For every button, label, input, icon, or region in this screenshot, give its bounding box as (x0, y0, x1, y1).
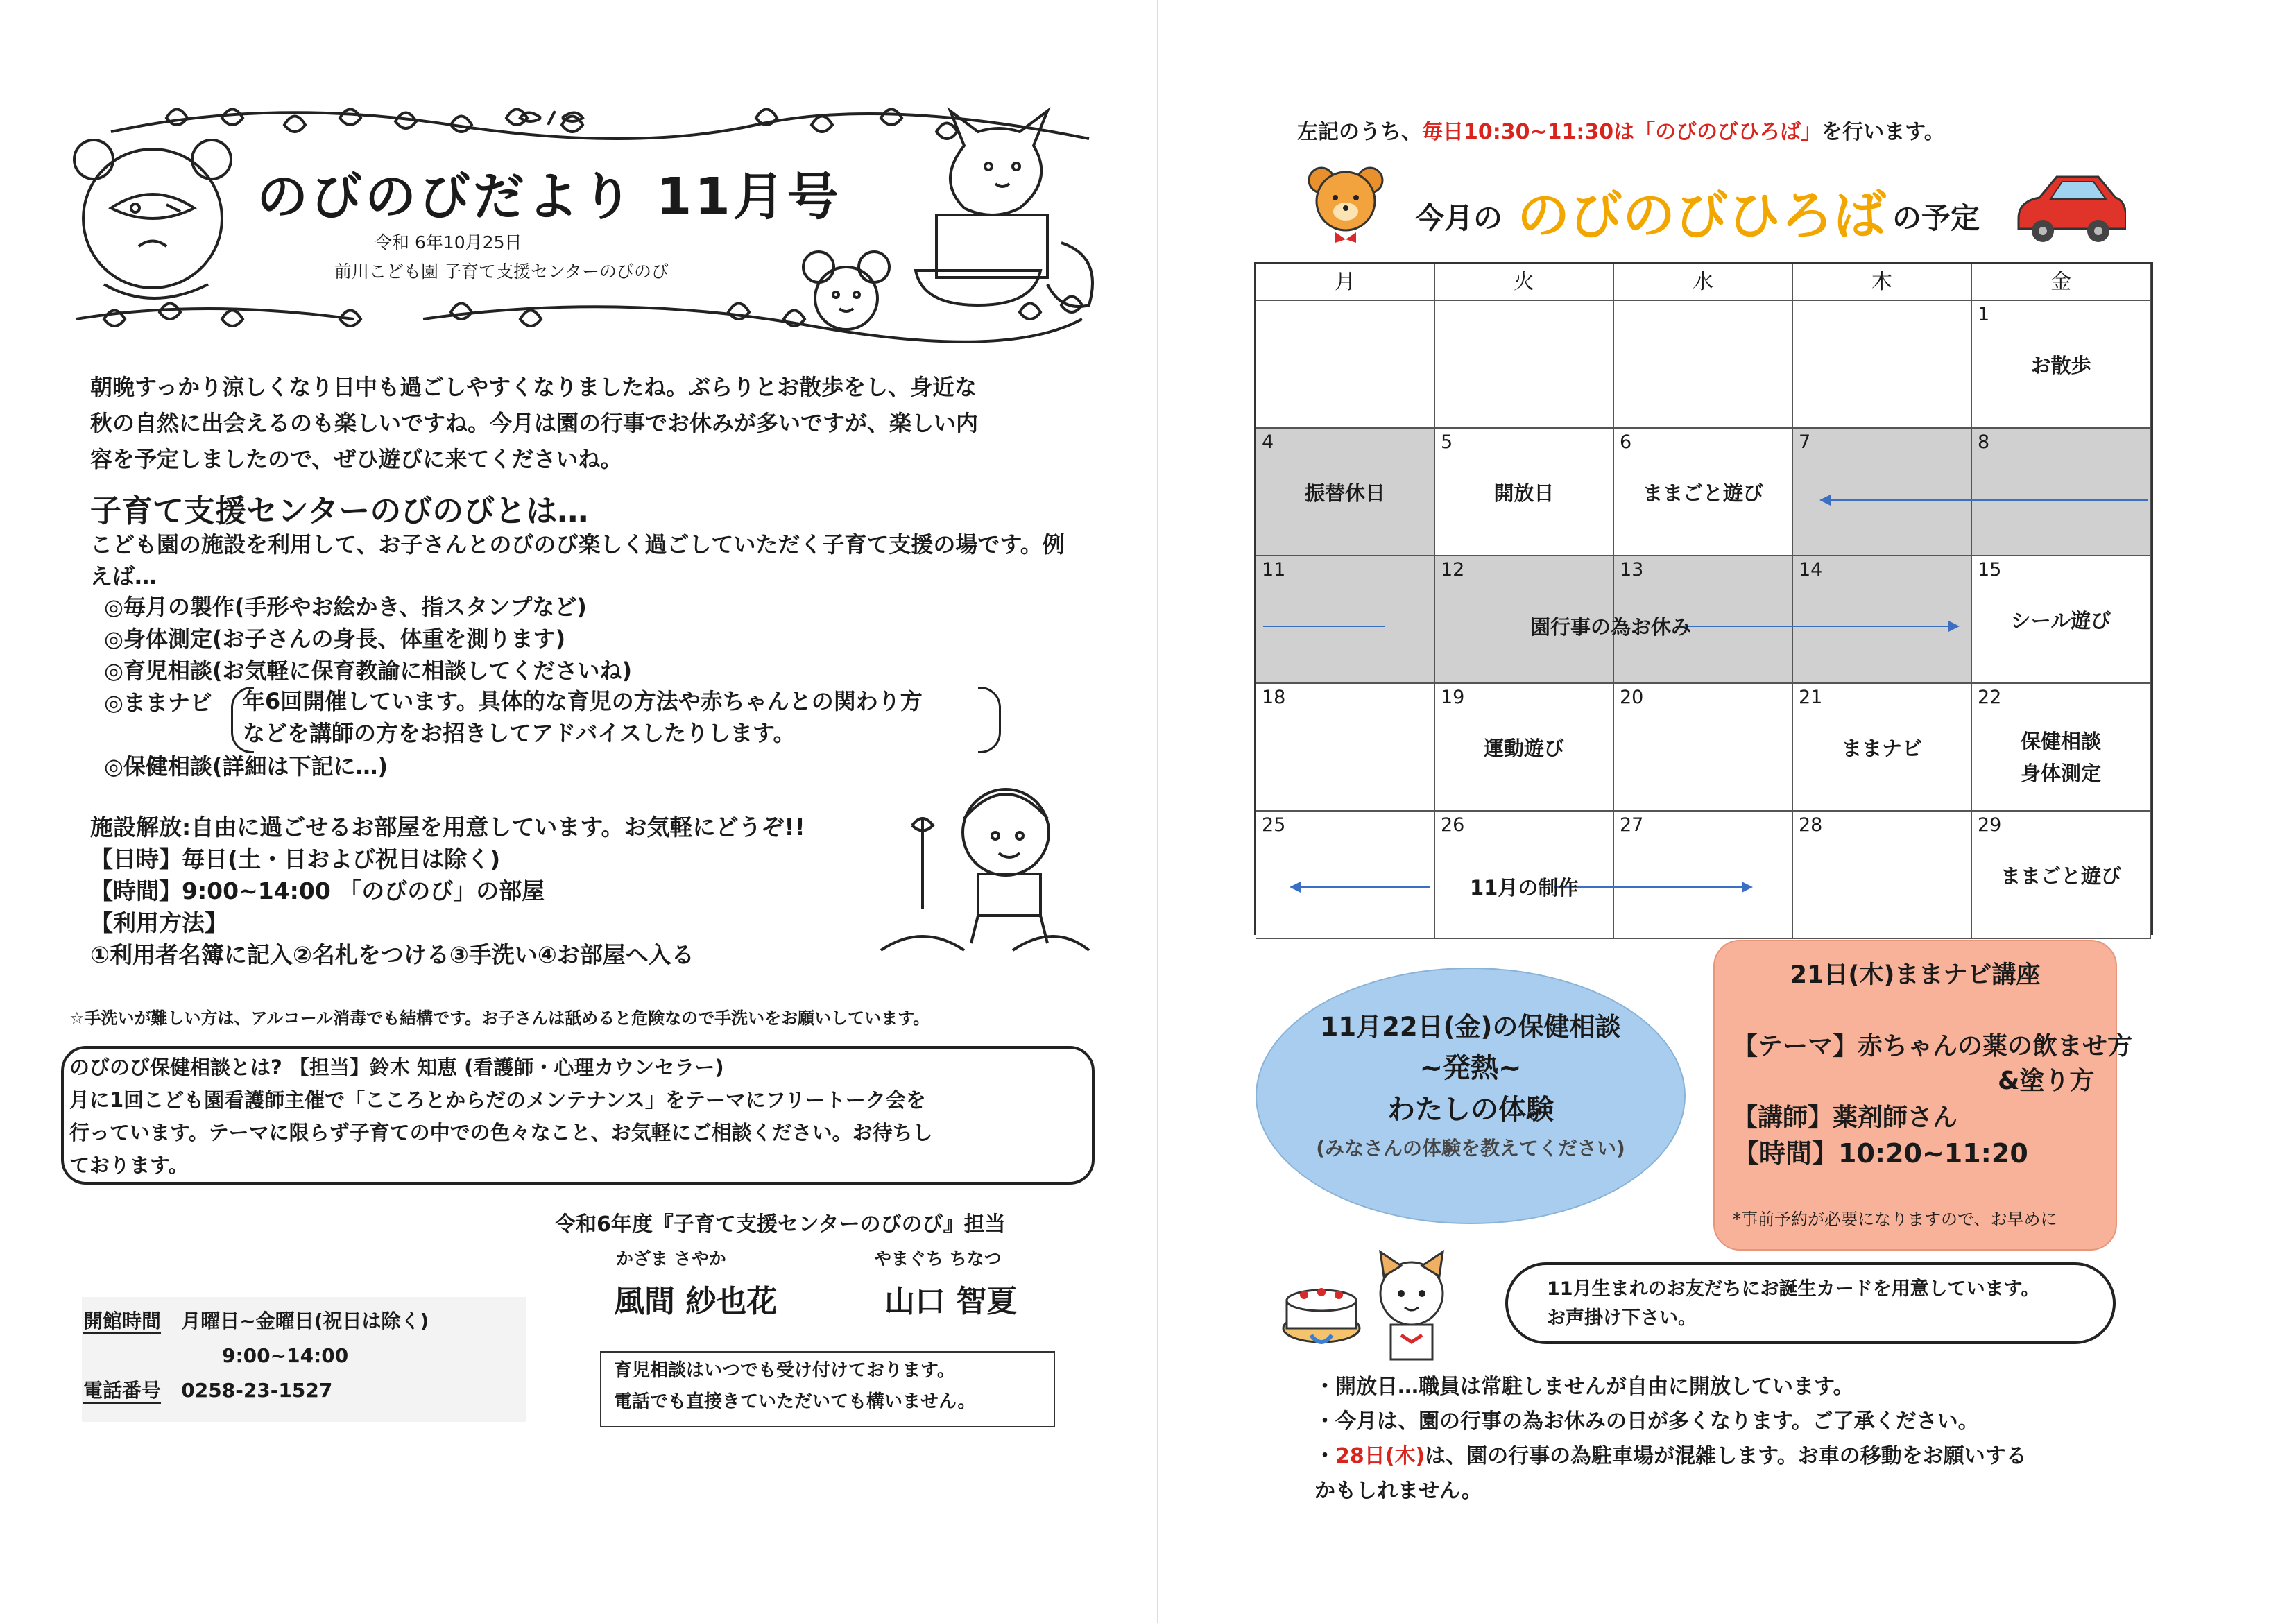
hiroba-notice-pre: 左記のうち、 (1297, 120, 1422, 144)
consult-note-line: 育児相談はいつでも受け付けております。 (614, 1360, 955, 1381)
hiroba-notice (1297, 114, 1945, 145)
craft-span-label: 11月の制作 (1470, 876, 1579, 900)
health-event-subtitle: わたしの体験 (1387, 1094, 1554, 1126)
bracket-right (978, 687, 1001, 753)
notice-text: は、園の行事の為駐車場が混雑します。お車の移動をお願いする (1425, 1444, 2027, 1468)
raccoon-character-icon (74, 140, 231, 298)
car-icon (2008, 170, 2126, 246)
day-number: 25 (1262, 814, 1286, 836)
list-item: ◎毎月の製作(手形やお絵かき、指スタンプなど) (104, 594, 587, 620)
day-number: 28 (1799, 814, 1823, 836)
health-consult-line: ております。 (69, 1153, 189, 1177)
weekday-header: 水 (1614, 264, 1793, 301)
manavi-event-title: 21日(木)ままナビ講座 (1790, 961, 2041, 989)
hours-days: 月曜日~金曜日(祝日は除く) (181, 1309, 429, 1332)
day-number: 4 (1262, 431, 1274, 453)
intro-line: 秋の自然に出会えるのも楽しいですね。今月は園の行事でお休みが多いですが、楽しい内 (90, 410, 979, 436)
calendar-day (1793, 812, 1972, 939)
notice-bullets (1314, 1370, 2027, 1509)
monthly-calendar (1254, 262, 2153, 935)
closure-arrow (1821, 499, 2148, 501)
health-consult-text (69, 1051, 933, 1182)
day-number: 7 (1799, 431, 1811, 453)
day-number: 1 (1978, 304, 1990, 325)
child-character-icon (874, 777, 1103, 964)
notice-bullet: ・ (1314, 1444, 1335, 1468)
day-event: シール遊び (2010, 609, 2111, 633)
about-heading: 子育て支援センターのびのびとは… (90, 492, 589, 529)
birthday-line: 11月生まれのお友だちにお誕生カードを用意しています。 (1547, 1278, 2040, 1300)
calendar-day (1614, 429, 1793, 556)
banner-post: の予定 (1892, 201, 1980, 235)
intro-line: 容を予定しましたので、ぜひ遊びに来てくださいね。 (90, 446, 623, 472)
hours-label: 開館時間 (83, 1309, 161, 1334)
day-number: 8 (1978, 431, 1990, 453)
craft-arrow (1291, 886, 1430, 888)
intro-line: 朝晩すっかり涼しくなり日中も過ごしやすくなりましたね。ぶらりとお散歩をし、身近な (90, 374, 977, 400)
weekday-header: 木 (1793, 264, 1972, 301)
hours-time: 9:00~14:00 (222, 1344, 349, 1367)
consult-note (614, 1355, 976, 1418)
day-number: 11 (1262, 559, 1286, 581)
staff-name-2: 山口 智夏 (884, 1284, 1018, 1319)
calendar-day (1614, 301, 1793, 429)
calendar-day (1972, 429, 2151, 556)
calendar-day (1256, 684, 1435, 812)
day-event: 運動遊び (1483, 737, 1564, 760)
manavi-detail (243, 685, 923, 749)
facility-line: 【日時】毎日(土・日および祝日は除く) (90, 845, 501, 873)
weekday-header: 金 (1972, 264, 2151, 301)
notice-item: かもしれません。 (1314, 1479, 1482, 1503)
dragonfly-icon (520, 111, 583, 125)
newsletter-title: のびのびだより 11月号 (257, 167, 841, 227)
arrow-head-icon (1819, 495, 1831, 506)
manavi-event-time: 【時間】10:20~11:20 (1733, 1138, 2028, 1169)
facility-line: ①利用者名簿に記入②名札をつける③手洗い④お部屋へ入る (90, 941, 694, 968)
consult-note-line: 電話でも直接きていただいても構いません。 (614, 1391, 976, 1412)
arrow-head-icon (1290, 882, 1301, 893)
calendar-day (1793, 556, 1972, 684)
notice-date: 28日(木) (1335, 1444, 1425, 1468)
about-line: えば… (90, 563, 157, 590)
calendar-day (1972, 684, 2151, 812)
arrow-head-icon (1742, 882, 1753, 893)
day-number: 18 (1262, 687, 1286, 708)
health-event-title: 11月22日(金)の保健相談 (1320, 1012, 1621, 1042)
day-number: 27 (1620, 814, 1644, 836)
day-event: お散歩 (2030, 354, 2091, 377)
calendar-day (1793, 429, 1972, 556)
health-consult-line: のびのび保健相談とは? 【担当】鈴木 知恵 (看護師・心理カウンセラー) (69, 1056, 724, 1079)
staff-heading: 令和6年度『子育て支援センターのびのび』担当 (555, 1212, 1006, 1237)
intro-paragraph (90, 369, 1117, 477)
day-number: 6 (1620, 431, 1632, 453)
calendar-day (1435, 684, 1614, 812)
calendar-day (1435, 429, 1614, 556)
manavi-line: などを講師の方をお招きしてアドバイスしたりします。 (243, 720, 796, 746)
fox-character-icon (916, 111, 1093, 307)
calendar-day (1256, 556, 1435, 684)
calendar-day (1614, 812, 1793, 939)
calendar-day (1256, 429, 1435, 556)
notice-item: ・開放日…職員は常駐しませんが自由に開放しています。 (1314, 1375, 1854, 1399)
banner-pre: 今月の (1415, 201, 1503, 235)
day-event: ままごと遊び (2000, 864, 2121, 888)
page-fold (1157, 0, 1158, 1623)
health-consult-line: 行っています。テーマに限らず子育ての中での色々なこと、お気軽にご相談ください。お待ちし (69, 1121, 933, 1144)
list-item: ◎身体測定(お子さんの身長、体重を測ります) (104, 626, 566, 652)
day-number: 15 (1978, 559, 2002, 581)
hiroba-notice-post: を行います。 (1822, 120, 1945, 144)
calendar-day (1972, 812, 2151, 939)
calendar-day (1793, 301, 1972, 429)
manavi-line: 年6回開催しています。具体的な育児の方法や赤ちゃんとの関わり方 (243, 688, 923, 714)
health-event-note: (みなさんの体験を教えてください) (1316, 1137, 1625, 1160)
day-number: 22 (1978, 687, 2002, 708)
phone-number: 0258-23-1527 (181, 1379, 333, 1402)
facility-line: 施設解放:自由に過ごせるお部屋を用意しています。お気軽にどうぞ!! (90, 814, 805, 841)
phone-label: 電話番号 (83, 1379, 161, 1404)
mouse-character-icon (803, 252, 889, 329)
day-event: 保健相談 身体測定 (2020, 730, 2101, 785)
calendar-day (1256, 301, 1435, 429)
weekday-header: 月 (1256, 264, 1435, 301)
closure-span-label: 園行事の為お休み (1530, 615, 1692, 639)
manavi-event-theme-2: &塗り方 (1998, 1067, 2095, 1095)
health-consult-line: 月に1回こども園看護師主催で「こころとからだのメンテナンス」をテーマにフリートーク会を (69, 1088, 926, 1112)
health-event-theme: ~発熱~ (1419, 1052, 1522, 1084)
birthday-cake-icon (1273, 1238, 1474, 1370)
day-event: 振替休日 (1304, 481, 1385, 505)
day-number: 20 (1620, 687, 1644, 708)
staff-kana-1: かざま さやか (616, 1248, 726, 1269)
handwash-note: ☆手洗いが難しい方は、アルコール消毒でも結構です。お子さんは舐めると危険なので手洗いをお願いしています。 (69, 1008, 930, 1028)
day-number: 26 (1441, 814, 1465, 836)
staff-name-1: 風間 紗也花 (614, 1284, 778, 1319)
craft-arrow (1554, 886, 1751, 888)
day-number: 21 (1799, 687, 1823, 708)
birthday-message (1547, 1275, 2039, 1333)
notice-item (1314, 1439, 2027, 1474)
staff-kana-2: やまぐち ちなつ (874, 1248, 1002, 1269)
manavi-event-theme: 【テーマ】赤ちゃんの薬の飲ませ方 (1733, 1032, 2133, 1060)
issue-date: 令和 6年10月25日 (375, 232, 522, 252)
about-text (90, 529, 1145, 592)
list-item: ◎育児相談(お気軽に保育教諭に相談してくださいね) (104, 658, 633, 684)
birthday-line: お声掛け下さい。 (1547, 1307, 1697, 1329)
opening-hours (83, 1304, 429, 1408)
facility-line: 【利用方法】 (90, 909, 228, 936)
arrow-head-icon (1948, 621, 1960, 632)
day-number: 19 (1441, 687, 1465, 708)
closure-arrow (1676, 626, 1958, 627)
manavi-event-lecturer: 【講師】薬剤師さん (1733, 1104, 1958, 1132)
chef-cat-icon (1380, 1252, 1443, 1359)
banner-title: のびのびひろば (1517, 184, 1886, 246)
calendar-day (1435, 301, 1614, 429)
facility-info (90, 812, 805, 971)
list-item: ◎保健相談(詳細は下記に…) (104, 753, 388, 780)
organization-name: 前川こども園 子育て支援センターのびのび (334, 261, 669, 282)
notice-item: ・今月は、園の行事の為お休みの日が多くなります。ご了承ください。 (1314, 1409, 1979, 1434)
day-number: 5 (1441, 431, 1453, 453)
day-number: 13 (1620, 559, 1644, 581)
bear-icon (1304, 163, 1387, 246)
day-number: 29 (1978, 814, 2002, 836)
calendar-day (1972, 556, 2151, 684)
about-line: こども園の施設を利用して、お子さんとのびのび楽しく過ごしていただく子育て支援の場です。例 (90, 531, 1065, 558)
manavi-event-note: *事前予約が必要になりますので、お早めに (1733, 1210, 2057, 1229)
calendar-day (1256, 812, 1435, 939)
day-event: ままごと遊び (1642, 481, 1763, 505)
day-event: ままナビ (1841, 737, 1922, 760)
day-number: 14 (1799, 559, 1823, 581)
calendar-day (1972, 301, 2151, 429)
day-number: 12 (1441, 559, 1465, 581)
hiroba-notice-highlight: 毎日10:30~11:30は「のびのびひろば」 (1422, 120, 1822, 144)
closure-arrow (1263, 626, 1385, 627)
calendar-day (1793, 684, 1972, 812)
day-event: 開放日 (1493, 481, 1554, 505)
facility-line: 【時間】9:00~14:00 「のびのび」の部屋 (90, 877, 545, 904)
weekday-header: 火 (1435, 264, 1614, 301)
calendar-day (1614, 684, 1793, 812)
list-item: ◎ままナビ (104, 689, 212, 716)
